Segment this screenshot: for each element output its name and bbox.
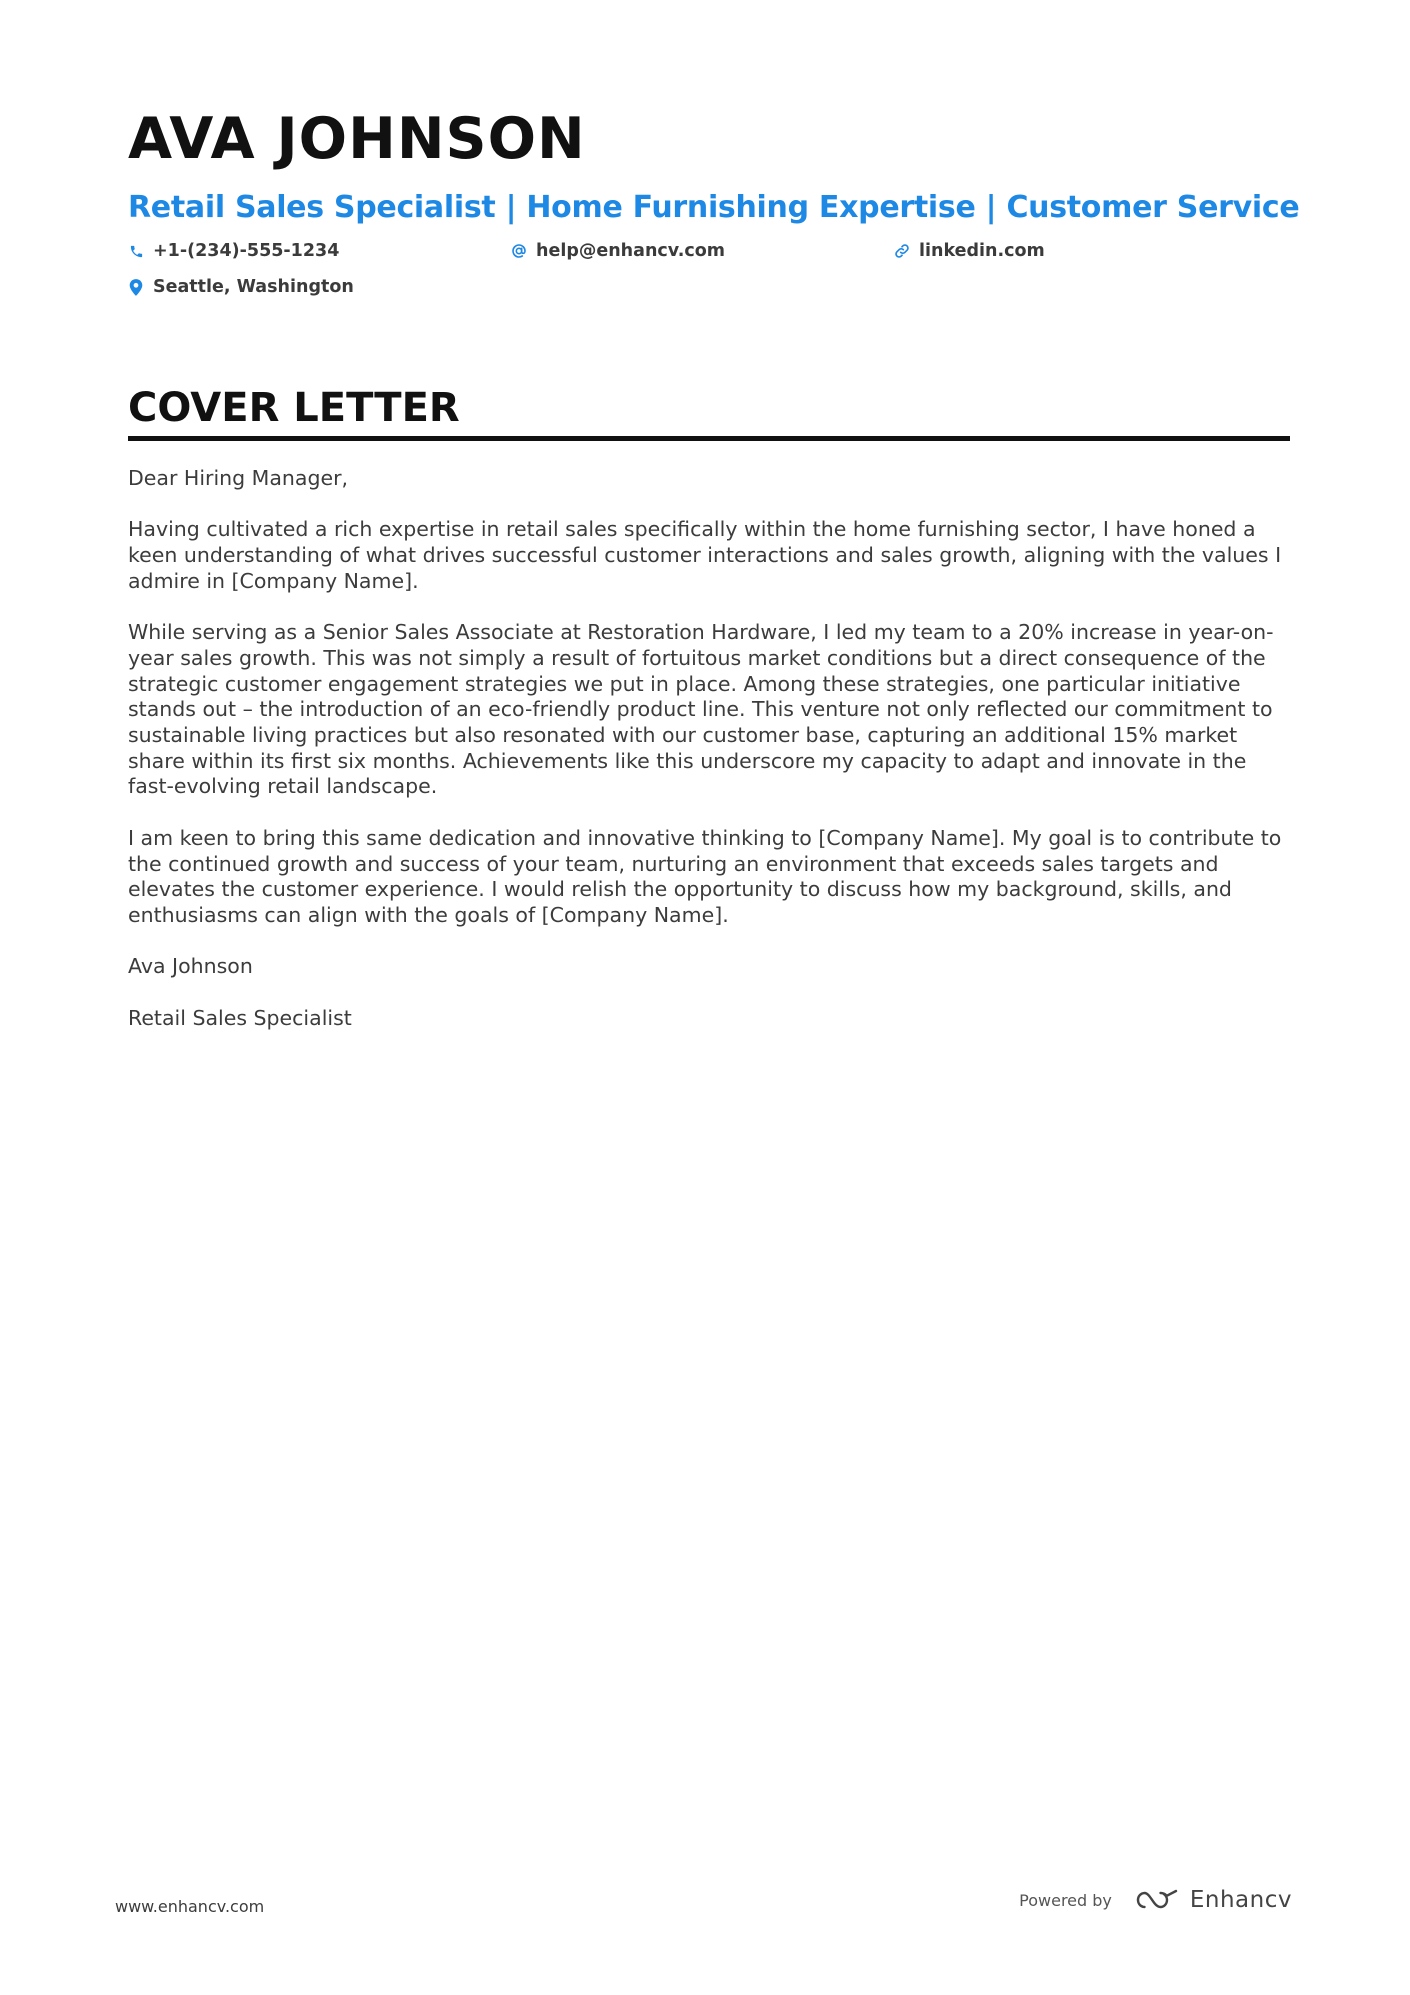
contact-email[interactable] <box>511 241 725 261</box>
candidate-title: Retail Sales Specialist | Home Furnishing Expertise | Customer Service <box>128 190 1300 225</box>
contact-location <box>128 277 354 297</box>
brand-logo[interactable] <box>1134 1887 1292 1913</box>
letter-paragraph: While serving as a Senior Sales Associate at Restoration Hardware, I led my team to a 20% increase in year-on-year sales growth. This was not simply a result of fortuitous market conditions but a direct consequence of the strategic customer engagement strategies we put in place. Among these strategies, one particular initiative stands out – the introduction of an eco-friendly product line. This venture not only reflected our commitment to sustainable living practices but also resonated with our customer base, capturing an additional 15% market share within its first six months. Achievements like this underscore my capacity to adapt and innovate in the fast-evolving retail landscape. <box>128 620 1274 799</box>
letter-paragraph: I am keen to bring this same dedication and innovative thinking to [Company Name]. My goal is to contribute to the continued growth and success of your team, nurturing an environment that exceeds sales targets and elevates the customer experience. I would relish the opportunity to discuss how my background, skills, and enthusiasms can align with the goals of [Company Name]. <box>128 825 1282 927</box>
letter-greeting: Dear Hiring Manager, <box>128 466 349 490</box>
section-divider <box>128 436 1290 441</box>
powered-by-text: Powered by <box>1019 1890 1112 1910</box>
enhancv-logo-icon <box>1134 1888 1180 1912</box>
phone-icon <box>128 243 144 259</box>
at-icon <box>511 243 527 259</box>
letter-body <box>128 466 1290 1057</box>
link-text: linkedin.com <box>919 241 1045 261</box>
phone-text: +1-(234)-555-1234 <box>153 241 340 261</box>
candidate-name: AVA JOHNSON <box>128 106 586 172</box>
link-icon <box>894 243 910 259</box>
signature-name: Ava Johnson <box>128 954 253 979</box>
location-text: Seattle, Washington <box>153 277 354 297</box>
footer-branding <box>1019 1887 1292 1913</box>
footer-website[interactable]: www.enhancv.com <box>115 1897 265 1916</box>
contact-link[interactable] <box>894 241 1045 261</box>
email-text: help@enhancv.com <box>536 241 726 261</box>
signature-title: Retail Sales Specialist <box>128 1005 352 1030</box>
letter-paragraph: Having cultivated a rich expertise in retail sales specifically within the home furnishing sector, I have honed a keen understanding of what drives successful customer interactions and sales growth, aligning with the values I admire in [Company Name]. <box>128 517 1282 593</box>
brand-name: Enhancv <box>1189 1887 1292 1913</box>
location-pin-icon <box>128 279 144 295</box>
contact-phone[interactable] <box>128 241 339 261</box>
section-title: COVER LETTER <box>128 385 460 431</box>
